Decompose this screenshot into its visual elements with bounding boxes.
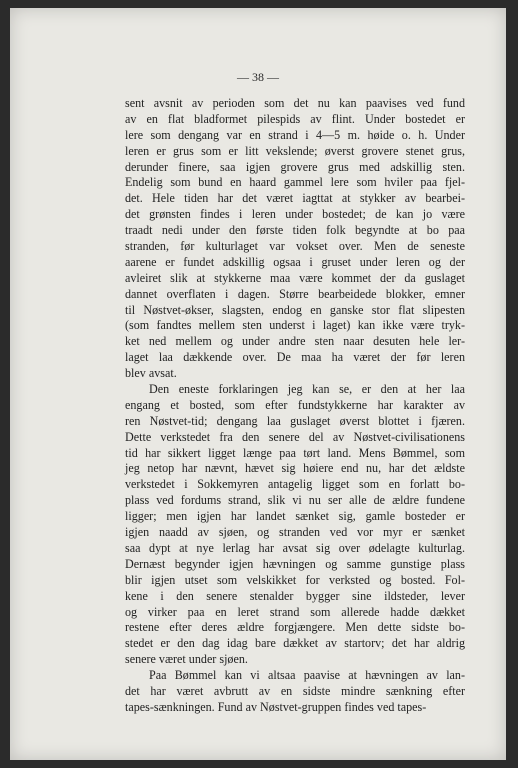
text-line: laget laa dækkende over. De maa ha været der før leren: [125, 350, 465, 365]
paragraph: [125, 668, 465, 716]
text-line: ren Nøstvet-tid; dengang laa guslaget øverst blottet i fjæren.: [125, 413, 465, 428]
text-line: tid har sikkert ligget længe paa tørt land. Mens Bømmel, som: [125, 445, 465, 460]
text-line: derunder finere, saa igjen grovere grus med adskillig sten.: [125, 159, 465, 174]
text-line: jeg netop har nævnt, hævet sig høiere end nu, har det ældste: [125, 461, 465, 476]
body-text: [125, 96, 465, 716]
text-line: tapes-sænkningen. Fund av Nøstvet-gruppen findes ved tapes-: [125, 699, 427, 714]
text-line: Endelig som bund en haard gammel lere som hviler paa fjel-: [125, 175, 465, 190]
text-line: (som fandtes mellem sten underst i laget) kan ikke være tryk-: [125, 318, 465, 333]
text-line: sent avsnit av perioden som det nu kan paavises ved fund: [125, 96, 465, 110]
text-line: saa dypt at nye lerlag har avsat sig over ødelagte kulturlag.: [125, 540, 465, 555]
text-line: traadt nedi under den første tiden folk begyndte at bo paa: [125, 223, 465, 238]
paragraph: [125, 96, 465, 382]
page-number: — 38 —: [237, 70, 279, 84]
text-line: av en flat bladformet pilespids av flint. Under bostedet er: [125, 111, 465, 126]
text-line: stedet er den dag idag bare dækket av startorv; det har aldrig: [125, 636, 465, 651]
text-line: det grønsten findes i leren under bostedet; de kan jo være: [125, 207, 465, 222]
text-line: det. Hele tiden har det været iagttat at stykker av bearbei-: [125, 191, 465, 206]
text-line: igjen naadd av sjøen, og stranden ved vor myr er sænket: [125, 525, 465, 540]
text-line: stranden, før kulturlaget var vokset over. Men de seneste: [125, 239, 465, 254]
book-page: [10, 8, 506, 760]
text-line: blev avsat.: [125, 366, 177, 381]
text-line: til Nøstvet-økser, slagsten, endog en ganske stor flat slipesten: [125, 302, 465, 317]
paragraph: [125, 382, 465, 668]
text-line: blir igjen utset som velskikket for verksted og bosted. Fol-: [125, 572, 465, 587]
text-line: ligger; men igjen har landet sænket sig, gamle bosteder er: [125, 509, 465, 524]
text-line: Dernæst begynder igjen hævningen og samme gunstige plass: [125, 556, 465, 571]
text-line: lere som dengang var en strand i 4—5 m. høide o. h. Under: [125, 127, 465, 142]
text-line: dannet overflaten i dagen. Større bearbeidede blokker, emner: [125, 286, 465, 301]
text-line: Paa Bømmel kan vi altsaa paavise at hævningen av lan-: [149, 668, 465, 683]
text-line: Den eneste forklaringen jeg kan se, er den at her laa: [149, 382, 465, 397]
text-line: det har været avbrutt av en sidste mindre sænkning efter: [125, 683, 465, 698]
text-line: senere været under sjøen.: [125, 652, 248, 667]
text-line: kene i den senere stenalder bygger sine ildsteder, lever: [125, 588, 465, 603]
text-line: Dette verkstedet fra den senere del av Nøstvet-civilisationens: [125, 429, 465, 444]
text-line: ket ned mellem og under andre sten naar desuten hele ler-: [125, 334, 465, 349]
text-line: restene efter deres ældre forgjængere. Men dette sidste bo-: [125, 620, 465, 635]
text-line: leren er grus som er litt vekslende; øverst grovere stenet grus,: [125, 143, 465, 158]
text-line: verkstedet i Sokkemyren antagelig ligget som en forlatt bo-: [125, 477, 465, 492]
text-line: plass ved fordums strand, slik vi nu ser alle de ældre fundene: [125, 493, 465, 508]
text-line: aarene er fundet adskillig ogsaa i gruset under leren og der: [125, 254, 465, 269]
text-line: avleiret slik at stykkerne maa være kommet der da guslaget: [125, 270, 465, 285]
text-line: og virker paa en leret strand som allerede hadde dækket: [125, 604, 465, 619]
text-line: engang et bosted, som efter fundstykkerne har karakter av: [125, 397, 465, 412]
